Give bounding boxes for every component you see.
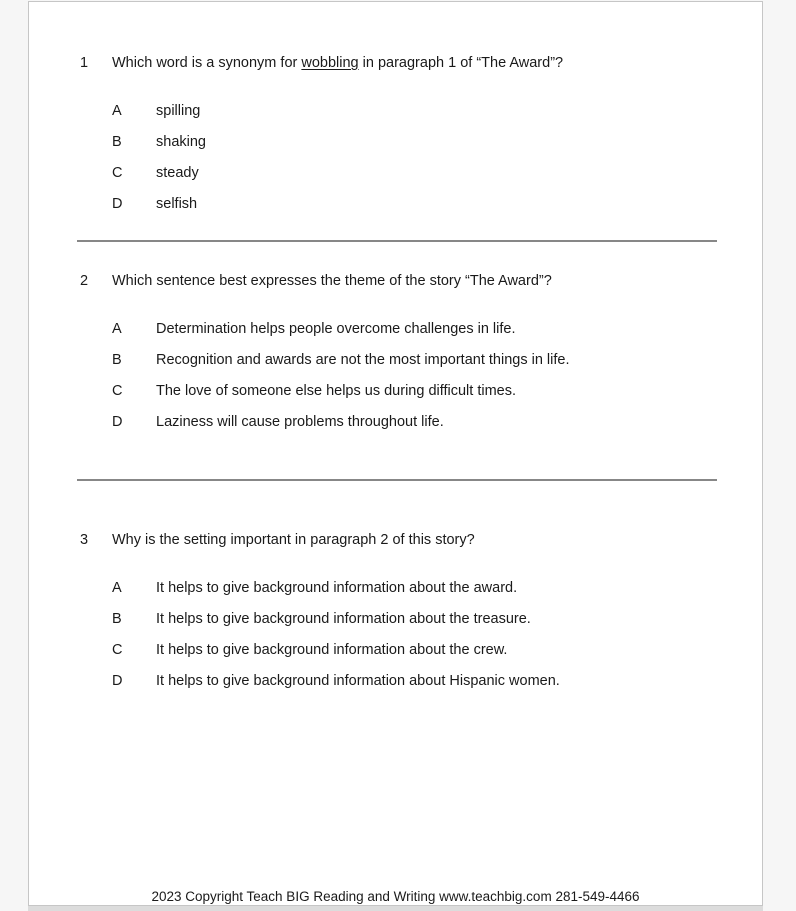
question-1: [29, 54, 762, 226]
question-text: [112, 54, 762, 72]
option-letter: A: [112, 321, 122, 337]
underlined-word: wobbling: [301, 55, 359, 71]
option-row: [29, 382, 762, 413]
option-text: It helps to give background information about Hispanic women.: [156, 673, 560, 689]
question-text: [112, 272, 762, 290]
option-letter: D: [112, 414, 123, 430]
option-text: It helps to give background information about the award.: [156, 580, 518, 596]
question-3-options: [29, 579, 762, 703]
option-letter: A: [112, 103, 122, 119]
option-row: [29, 579, 762, 610]
question-2-options: [29, 320, 762, 444]
question-divider: [77, 240, 717, 242]
question-number: 3: [80, 532, 89, 548]
option-text: The love of someone else helps us during difficult times.: [156, 383, 517, 399]
option-letter: D: [112, 196, 123, 212]
question-text-before: Which word is a synonym for: [112, 55, 302, 71]
question-3-row: [29, 531, 762, 549]
option-letter: C: [112, 642, 123, 658]
question-divider: [77, 479, 717, 481]
option-text: Recognition and awards are not the most important things in life.: [156, 352, 570, 368]
option-letter: D: [112, 673, 123, 689]
option-letter: B: [112, 352, 122, 368]
option-row: [29, 351, 762, 382]
option-row: [29, 102, 762, 133]
question-number: 1: [80, 55, 89, 71]
option-row: [29, 413, 762, 444]
option-row: [29, 133, 762, 164]
option-letter: C: [112, 165, 123, 181]
option-text: selfish: [156, 196, 198, 212]
option-row: [29, 610, 762, 641]
option-letter: B: [112, 134, 122, 150]
question-text-before: Which sentence best expresses the theme of the story “The Award”?: [112, 273, 552, 289]
option-row: [29, 320, 762, 351]
worksheet-page: [28, 1, 763, 906]
option-letter: C: [112, 383, 123, 399]
option-text: shaking: [156, 134, 206, 150]
option-text: spilling: [156, 103, 201, 119]
question-3: [29, 531, 762, 703]
option-text: It helps to give background information about the treasure.: [156, 611, 531, 627]
option-text: It helps to give background information about the crew.: [156, 642, 508, 658]
question-text: [112, 531, 762, 549]
question-2-row: [29, 272, 762, 290]
question-text-after: in paragraph 1 of “The Award”?: [358, 55, 564, 71]
option-letter: B: [112, 611, 122, 627]
question-text-before: Why is the setting important in paragraph 2 of this story?: [112, 532, 475, 548]
page-gap: [28, 906, 763, 911]
option-row: [29, 195, 762, 226]
question-1-options: [29, 102, 762, 226]
option-text: steady: [156, 165, 199, 181]
option-row: [29, 672, 762, 703]
option-text: Laziness will cause problems throughout life.: [156, 414, 444, 430]
footer-text: 2023 Copyright Teach BIG Reading and Writing www.teachbig.com 281-549-4466: [151, 889, 640, 904]
question-number: 2: [80, 273, 89, 289]
option-text: Determination helps people overcome challenges in life.: [156, 321, 516, 337]
question-2: [29, 272, 762, 444]
option-letter: A: [112, 580, 122, 596]
option-row: [29, 641, 762, 672]
option-row: [29, 164, 762, 195]
question-1-row: [29, 54, 762, 72]
